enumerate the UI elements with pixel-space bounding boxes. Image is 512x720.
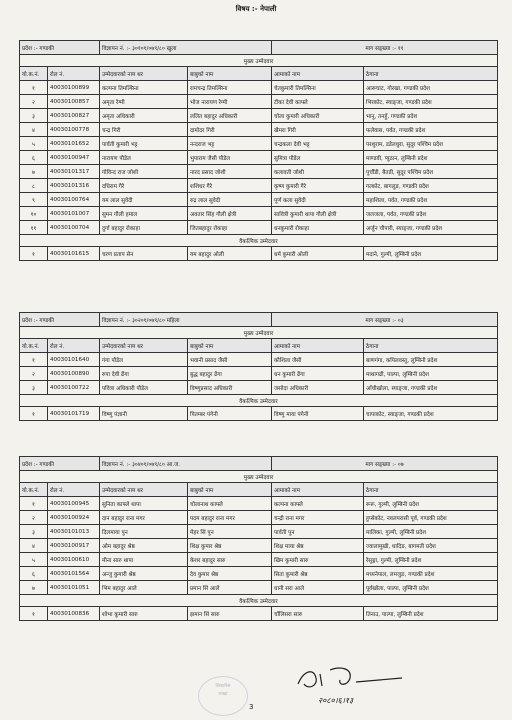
table-cell: 40030100704 bbox=[48, 221, 100, 235]
table-cell: मीना सारु थापा bbox=[100, 553, 188, 567]
table-cell: अमृता अधिकारी bbox=[100, 109, 188, 123]
seat-count: माग सङ्ख्या :- ०३ bbox=[272, 313, 498, 327]
section-women-quota bbox=[19, 312, 497, 421]
seat-count: माग सङ्ख्या :- ०७ bbox=[272, 457, 498, 471]
table-cell: खैमरा गिरी bbox=[272, 123, 364, 137]
table-cell: अन्जु कुमारी श्रेष्ठ bbox=[100, 567, 188, 581]
table-cell: पूर्वखोला, पाल्पा, लुम्बिनी प्रदेश bbox=[364, 581, 498, 595]
province-label: प्रदेश :- गण्डकी bbox=[20, 313, 100, 327]
table-cell: भवानी प्रसाद जैसी bbox=[188, 353, 272, 367]
table-row bbox=[20, 151, 498, 165]
table-cell: दान बहादुर राना मगर bbox=[100, 511, 188, 525]
table-row bbox=[20, 165, 498, 179]
table-cell: ३ bbox=[20, 109, 48, 123]
column-header: ठेगाना bbox=[364, 67, 498, 81]
table-cell: रूरू, गुल्मी, लुम्बिनी प्रदेश bbox=[364, 497, 498, 511]
table-cell: कल्पना काफ्ले bbox=[272, 497, 364, 511]
main-candidates-label: मुख्य उम्मेदवार bbox=[20, 471, 498, 483]
column-header: यो.क.नं. bbox=[20, 67, 48, 81]
signature-date: २०८०।६।१३ bbox=[318, 696, 354, 705]
column-header: यो.क.नं. bbox=[20, 339, 48, 353]
column-header: आमाको नाम bbox=[272, 67, 364, 81]
table-cell: खिम कुमारी सारु bbox=[272, 553, 364, 567]
table-row bbox=[20, 367, 498, 381]
table-cell: ५ bbox=[20, 137, 48, 151]
table-cell: १ bbox=[20, 353, 48, 367]
table-cell: ४ bbox=[20, 539, 48, 553]
table-cell: चेतकुमारी तिमल्सिना bbox=[272, 81, 364, 95]
merit-list-table-women bbox=[19, 312, 498, 421]
table-cell: पार्वती कुमारी भट्ट bbox=[100, 137, 188, 151]
table-row bbox=[20, 567, 498, 581]
table-cell: 40030101719 bbox=[48, 407, 100, 421]
table-cell: सुनिता काफ्ले थापा bbox=[100, 497, 188, 511]
table-cell: जसोदा अधिकारी bbox=[272, 381, 364, 395]
section-open-competition bbox=[19, 40, 497, 261]
table-cell: चोला कुमारी अधिकारी bbox=[272, 109, 364, 123]
table-row bbox=[20, 247, 498, 261]
table-cell: गंगा पौडेल bbox=[100, 353, 188, 367]
table-cell: पितम्बर पंगेनी bbox=[188, 407, 272, 421]
table-row bbox=[20, 81, 498, 95]
table-cell: 40030101615 bbox=[48, 247, 100, 261]
table-cell: दधिराम गैरे bbox=[100, 179, 188, 193]
table-cell: 40030100778 bbox=[48, 123, 100, 137]
table-row bbox=[20, 193, 498, 207]
table-cell: टीका देवी काफ्ले bbox=[272, 95, 364, 109]
table-cell: ११ bbox=[20, 221, 48, 235]
table-cell: ३ bbox=[20, 381, 48, 395]
table-cell: ५ bbox=[20, 553, 48, 567]
table-cell: अर्जुन चौपारी, स्याङ्जा, गण्डकी प्रदेश bbox=[364, 221, 498, 235]
table-cell: शिक्ष माया श्रेष्ठ bbox=[272, 539, 364, 553]
table-cell: 40030101007 bbox=[48, 207, 100, 221]
table-cell: गल्कोट, बागलुङ, गण्डकी प्रदेश bbox=[364, 179, 498, 193]
table-row bbox=[20, 525, 498, 539]
table-cell: पदम बहादुर राना मगर bbox=[188, 511, 272, 525]
table-cell: पुर्चौंडी, बैतडी, सुदूर पश्चिम प्रदेश bbox=[364, 165, 498, 179]
table-cell: रामचन्द्र तिमल्सिना bbox=[188, 81, 272, 95]
table-cell: १ bbox=[20, 607, 48, 621]
table-cell: नन्दराज भट्ट bbox=[188, 137, 272, 151]
table-row bbox=[20, 553, 498, 567]
table-row bbox=[20, 607, 498, 621]
table-cell: १० bbox=[20, 207, 48, 221]
table-cell: ९ bbox=[20, 193, 48, 207]
table-cell: दामोदर गिरी bbox=[188, 123, 272, 137]
column-header: आमाको नाम bbox=[272, 339, 364, 353]
table-cell: ७ bbox=[20, 581, 48, 595]
table-cell: २ bbox=[20, 367, 48, 381]
table-row bbox=[20, 123, 498, 137]
table-cell: 40030100857 bbox=[48, 95, 100, 109]
table-cell: 40030100610 bbox=[48, 553, 100, 567]
table-row bbox=[20, 497, 498, 511]
alternate-candidates-label: वैकल्पिक उम्मेदवार bbox=[20, 235, 498, 247]
table-cell: 40030100924 bbox=[48, 511, 100, 525]
table-cell: शिक्ष कुमार श्रेष्ठ bbox=[188, 539, 272, 553]
section-indigenous-quota bbox=[19, 456, 497, 621]
table-cell: चाँलिसरा सारु bbox=[272, 607, 364, 621]
table-cell: ललित बहादुर अधिकारी bbox=[188, 109, 272, 123]
table-cell: धनकुमारी रोकाहा bbox=[272, 221, 364, 235]
table-cell: 40030101640 bbox=[48, 353, 100, 367]
table-cell: बाणगंगा, कपिलवस्तु, लुम्बिनी प्रदेश bbox=[364, 353, 498, 367]
table-cell: भोज नारायण रेग्मी bbox=[188, 95, 272, 109]
table-cell: मेहर सिं पुन bbox=[188, 525, 272, 539]
column-header: रोल नं. bbox=[48, 483, 100, 497]
column-header: बाबुको नाम bbox=[188, 67, 272, 81]
table-cell: चरण प्रताप सेन bbox=[100, 247, 188, 261]
table-row bbox=[20, 581, 498, 595]
table-cell: महाशिला, पर्वत, गण्डकी प्रदेश bbox=[364, 193, 498, 207]
advertisement-number: विज्ञापन नं. :- ३०१०१/०७९/८० खुला bbox=[100, 41, 272, 55]
table-cell: रेसुङ्गा, गुल्मी, लुम्बिनी प्रदेश bbox=[364, 553, 498, 567]
table-cell: 40030100947 bbox=[48, 151, 100, 165]
table-cell: यम लाल सुवेदी bbox=[100, 193, 188, 207]
table-cell: माण्डवी, प्युठान, लुम्बिनी प्रदेश bbox=[364, 151, 498, 165]
table-cell: ८ bbox=[20, 179, 48, 193]
table-cell: विष्णु पंज्ञानी bbox=[100, 407, 188, 421]
table-cell: कृष्ण कुमारी गैरे bbox=[272, 179, 364, 193]
table-cell: चापाकोट, स्याङ्जा, गण्डकी प्रदेश bbox=[364, 407, 498, 421]
table-cell: झमान सिं सारु bbox=[188, 607, 272, 621]
table-cell: सुमित्रा पौडेल bbox=[272, 151, 364, 165]
table-cell: ओम बहादुर श्रेष्ठ bbox=[100, 539, 188, 553]
table-cell: मदाने, गुल्मी, लुम्बिनी प्रदेश bbox=[364, 247, 498, 261]
table-cell: शोभा कुमारी सारु bbox=[100, 607, 188, 621]
table-cell: चन्द्र गिरी bbox=[100, 123, 188, 137]
main-candidates-label: मुख्य उम्मेदवार bbox=[20, 327, 498, 339]
table-cell: 40030100827 bbox=[48, 109, 100, 123]
merit-list-table-open bbox=[19, 40, 498, 261]
table-cell: पूर्ण कला सुवेदी bbox=[272, 193, 364, 207]
table-cell: ३ bbox=[20, 525, 48, 539]
table-cell: फलेवास, पर्वत, गण्डकी प्रदेश bbox=[364, 123, 498, 137]
table-cell: परशुराम, डडेलधुरा, सुदूर पश्चिम प्रदेश bbox=[364, 137, 498, 151]
table-cell: पवित्रा अधिकारी पौडेल bbox=[100, 381, 188, 395]
table-row bbox=[20, 539, 498, 553]
table-cell: तिनाउ, पाल्पा, लुम्बिनी प्रदेश bbox=[364, 607, 498, 621]
merit-list-table-indigenous bbox=[19, 456, 498, 621]
table-row bbox=[20, 207, 498, 221]
table-cell: धानी सरा आले bbox=[272, 581, 364, 595]
table-cell: ६ bbox=[20, 151, 48, 165]
advertisement-number: विज्ञापन नं. :- ३०२०१/०७९/८० महिला bbox=[100, 313, 272, 327]
table-row bbox=[20, 407, 498, 421]
table-cell: दुर्गा बहादुर रोकाहा bbox=[100, 221, 188, 235]
table-cell: सावित्री कुमारी थापा गौली क्षेत्री bbox=[272, 207, 364, 221]
table-cell: पार्वती पुन bbox=[272, 525, 364, 539]
table-cell: २ bbox=[20, 511, 48, 525]
column-header: उम्मेदवारको नाम थर bbox=[100, 483, 188, 497]
table-cell: ६ bbox=[20, 567, 48, 581]
table-cell: रुद्र लाल सुवेदी bbox=[188, 193, 272, 207]
table-cell: जितबहादुर रोकाहा bbox=[188, 221, 272, 235]
table-cell: ७ bbox=[20, 165, 48, 179]
table-cell: कौशिला जैसी bbox=[272, 353, 364, 367]
seat-count: माग सङ्ख्या :- ११ bbox=[272, 41, 498, 55]
table-row bbox=[20, 511, 498, 525]
table-cell: धर्म कुमारी ओली bbox=[272, 247, 364, 261]
table-cell: चोलानाथ काफ्ले bbox=[188, 497, 272, 511]
table-cell: विष्णुप्रसाद अधिकारी bbox=[188, 381, 272, 395]
table-cell: १ bbox=[20, 247, 48, 261]
table-cell: भानु, तनहुँ, गण्डकी प्रदेश bbox=[364, 109, 498, 123]
table-cell: मध्यनेपाल, लमजुङ, गण्डकी प्रदेश bbox=[364, 567, 498, 581]
column-header: ठेगाना bbox=[364, 339, 498, 353]
table-cell: नारद प्रसाद जोशी bbox=[188, 165, 272, 179]
table-cell: 40030101051 bbox=[48, 581, 100, 595]
table-cell: 40030100836 bbox=[48, 607, 100, 621]
table-cell: आँधीखोला, स्याङ्जा, गण्डकी प्रदेश bbox=[364, 381, 498, 395]
column-header: उम्मेदवारको नाम थर bbox=[100, 339, 188, 353]
table-cell: 40030100890 bbox=[48, 367, 100, 381]
column-header: बाबुको नाम bbox=[188, 483, 272, 497]
province-label: प्रदेश :- गण्डकी bbox=[20, 41, 100, 55]
table-cell: 40030101317 bbox=[48, 165, 100, 179]
column-header: रोल नं. bbox=[48, 339, 100, 353]
column-header: बाबुको नाम bbox=[188, 339, 272, 353]
table-row bbox=[20, 137, 498, 151]
table-cell: अवतार सिंह गौली क्षेत्री bbox=[188, 207, 272, 221]
table-cell: 40030100917 bbox=[48, 539, 100, 553]
column-header: यो.क.नं. bbox=[20, 483, 48, 497]
office-stamp: सिफारिस शाखा bbox=[198, 676, 248, 716]
table-cell: 40030101564 bbox=[48, 567, 100, 581]
table-cell: भुपाराम जैसी पौडेल bbox=[188, 151, 272, 165]
page-title: विषय :- नेपाली bbox=[235, 5, 277, 13]
column-header: रोल नं. bbox=[48, 67, 100, 81]
table-cell: २ bbox=[20, 95, 48, 109]
table-cell: ४ bbox=[20, 123, 48, 137]
table-cell: 40030100945 bbox=[48, 497, 100, 511]
table-row bbox=[20, 221, 498, 235]
table-cell: दिलमाया पुन bbox=[100, 525, 188, 539]
table-cell: मालिका, गुल्मी, लुम्बिनी प्रदेश bbox=[364, 525, 498, 539]
table-cell: शशिधर गैरे bbox=[188, 179, 272, 193]
table-cell: चन्द्रकला देवी भट्ट bbox=[272, 137, 364, 151]
advertisement-number: विज्ञापन नं. :- ३०४०१/०७९/८० आ.ज. bbox=[100, 457, 272, 471]
table-cell: 40030101013 bbox=[48, 525, 100, 539]
table-cell: 40030101652 bbox=[48, 137, 100, 151]
table-cell: कल्पना तिमल्सिना bbox=[100, 81, 188, 95]
signature bbox=[290, 660, 410, 700]
province-label: प्रदेश :- गण्डकी bbox=[20, 457, 100, 471]
table-cell: भिरकोट, स्याङ्जा, गण्डकी प्रदेश bbox=[364, 95, 498, 109]
table-cell: 40030100899 bbox=[48, 81, 100, 95]
main-candidates-label: मुख्य उम्मेदवार bbox=[20, 55, 498, 67]
table-cell: प्रमान सिं आले bbox=[188, 581, 272, 595]
table-cell: धन कुमारी ढेंगा bbox=[272, 367, 364, 381]
table-cell: १ bbox=[20, 81, 48, 95]
table-cell: माथागढी, पाल्पा, लुम्बिनी प्रदेश bbox=[364, 367, 498, 381]
table-cell: बुद्ध बहादुर ढेंगा bbox=[188, 367, 272, 381]
table-cell: केशर बहादुर सारु bbox=[188, 553, 272, 567]
table-cell: 40030101316 bbox=[48, 179, 100, 193]
table-cell: १ bbox=[20, 497, 48, 511]
table-row bbox=[20, 381, 498, 395]
page-number: 3 bbox=[249, 703, 254, 711]
table-row bbox=[20, 353, 498, 367]
table-cell: 40030100764 bbox=[48, 193, 100, 207]
table-cell: सिता कुमारी श्रेष्ठ bbox=[272, 567, 364, 581]
table-cell: सुमन गौली हमाल bbox=[100, 207, 188, 221]
table-cell: अमृता रेग्मी bbox=[100, 95, 188, 109]
table-row bbox=[20, 109, 498, 123]
table-cell: कलावती जोशी bbox=[272, 165, 364, 179]
table-cell: गोविन्द राज जोशी bbox=[100, 165, 188, 179]
table-cell: ज्वालामुखी, धादिङ, बागमती प्रदेश bbox=[364, 539, 498, 553]
column-header: उम्मेदवारको नाम थर bbox=[100, 67, 188, 81]
column-header: आमाको नाम bbox=[272, 483, 364, 497]
table-cell: विष्णु माया पंगेनी bbox=[272, 407, 364, 421]
column-header: ठेगाना bbox=[364, 483, 498, 497]
table-cell: देव कुमार श्रेष्ठ bbox=[188, 567, 272, 581]
table-row bbox=[20, 95, 498, 109]
table-cell: रुपा देवी ढेंगा bbox=[100, 367, 188, 381]
table-cell: आरूघाट, गोरखा, गण्डकी प्रदेश bbox=[364, 81, 498, 95]
table-cell: चन्द्री राना मगर bbox=[272, 511, 364, 525]
table-cell: 40030100722 bbox=[48, 381, 100, 395]
table-cell: हुप्सेकोट, नवलपरासी पूर्व, गण्डकी प्रदेश bbox=[364, 511, 498, 525]
table-cell: १ bbox=[20, 407, 48, 421]
table-cell: भिम बहादुर आले bbox=[100, 581, 188, 595]
alternate-candidates-label: वैकल्पिक उम्मेदवार bbox=[20, 595, 498, 607]
table-cell: नारायण पौडेल bbox=[100, 151, 188, 165]
table-cell: यम बहादुर ओली bbox=[188, 247, 272, 261]
table-row bbox=[20, 179, 498, 193]
alternate-candidates-label: वैकल्पिक उम्मेदवार bbox=[20, 395, 498, 407]
table-cell: जलजला, पर्वत, गण्डकी प्रदेश bbox=[364, 207, 498, 221]
